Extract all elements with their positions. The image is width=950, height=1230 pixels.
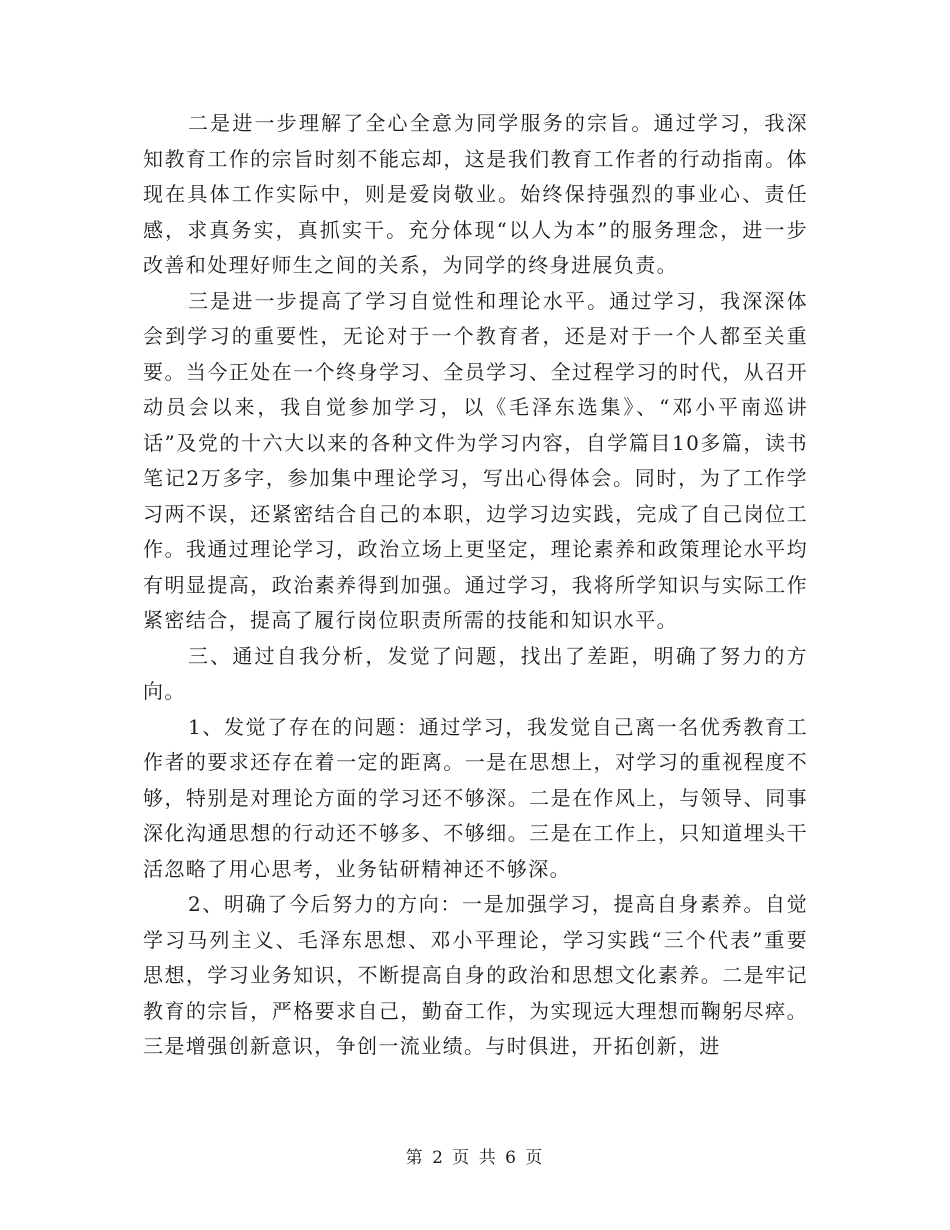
paragraph-study-purpose: 二是进一步理解了全心全意为同学服务的宗旨。通过学习，我深知教育工作的宗旨时刻不能忘却，这是我们教育工作者的行动指南。体现在具体工作实际中，则是爱岗敬业。始终保持强烈的事业心、责任感，求真务实，真抓实干。充分体现“以人为本”的服务理念，进一步改善和处理好师生之间的关系，为同学的终身进展负责。 (143, 111, 808, 277)
page-number-footer: 第 2 页 共 6 页 (405, 1148, 545, 1168)
paragraph-theory-level: 三是进一步提高了学习自觉性和理论水平。通过学习，我深深体会到学习的重要性，无论对于一个教育者，还是对于一个人都至关重要。当今正处在一个终身学习、全员学习、全过程学习的时代，从召开动员会以来，我自觉参加学习，以《毛泽东选集》、“邓小平南巡讲话”及党的十六大以来的各种文件为学习内容，自学篇目10多篇，读书笔记2万多字，参加集中理论学习，写出心得体会。同时，为了工作学习两不误，还紧密结合自己的本职，边学习边实践，完成了自己岗位工作。我通过理论学习，政治立场上更坚定，理论素养和政策理论水平均有明显提高，政治素养得到加强。通过学习，我将所学知识与实际工作紧密结合，提高了履行岗位职责所需的技能和知识水平。 (143, 288, 808, 632)
paragraph-existing-problems: 1、发觉了存在的问题：通过学习，我发觉自己离一名优秀教育工作者的要求还存在着一定的距离。一是在思想上，对学习的重视程度不够，特别是对理论方面的学习还不够深。二是在作风上，与领导、同事深化沟通思想的行动还不够多、不够细。三是在工作上，只知道埋头干活忽略了用心思考，业务钻研精神还不够深。 (143, 714, 808, 881)
document-body (143, 106, 808, 1065)
paragraph-future-direction: 2、明确了今后努力的方向：一是加强学习，提高自身素养。自觉学习马列主义、毛泽东思想、邓小平理论，学习实践“三个代表”重要思想，学习业务知识，不断提高自身的政治和思想文化素养。二是牢记教育的宗旨，严格要求自己，勤奋工作，为实现远大理想而鞠躬尽瘁。三是增强创新意识，争创一流业绩。与时俱进，开拓创新，进 (143, 892, 808, 1058)
section-heading-self-analysis: 三、通过自我分析，发觉了问题，找出了差距，明确了努力的方向。 (143, 643, 808, 703)
